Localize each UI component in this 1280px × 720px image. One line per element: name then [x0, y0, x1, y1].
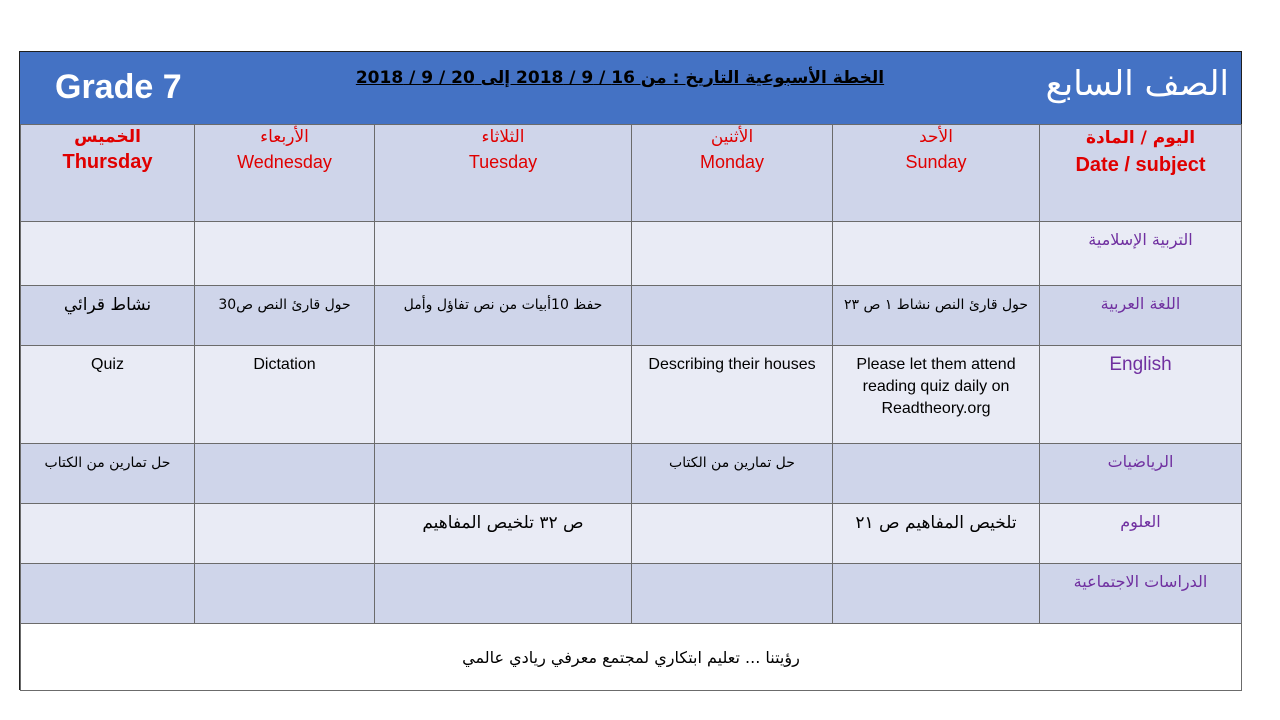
subject-label: الدراسات الاجتماعية: [1040, 564, 1242, 624]
vision-statement: رؤيتنا ... تعليم ابتكاري لمجتمع معرفي ريادي عالمي: [462, 648, 800, 667]
plan-title: الخطة الأسبوعية التاريخ : من 16 / 9 / 2018 إلى 20 / 9 / 2018: [355, 68, 885, 88]
day-label-ar: الأحد: [919, 127, 953, 147]
cell-monday: [632, 222, 833, 286]
cell-thursday: [21, 222, 195, 286]
day-header-thursday: [21, 125, 195, 222]
cell-tuesday: ص ٣٢ تلخيص المفاهيم: [375, 504, 632, 564]
cell-sunday: [833, 222, 1040, 286]
day-label-en: Wednesday: [237, 152, 332, 172]
day-label-ar: الخميس: [74, 127, 141, 147]
day-header-monday: [632, 125, 833, 222]
cell-wednesday: Dictation: [195, 346, 375, 444]
row-social-studies: [21, 564, 1242, 624]
header-row: [21, 125, 1242, 222]
subject-header-en: Date / subject: [1075, 154, 1206, 176]
cell-wednesday: حول قارئ النص ص30: [195, 286, 375, 346]
cell-sunday: [833, 564, 1040, 624]
cell-sunday: حول قارئ النص نشاط ١ ص ٢٣: [833, 286, 1040, 346]
subject-header-ar: اليوم / المادة: [1085, 128, 1196, 148]
cell-thursday: Quiz: [21, 346, 195, 444]
cell-monday: [632, 504, 833, 564]
cell-monday: حل تمارين من الكتاب: [632, 444, 833, 504]
cell-tuesday: [375, 222, 632, 286]
cell-thursday: [21, 504, 195, 564]
subject-header: [1040, 125, 1242, 222]
row-islamic: [21, 222, 1242, 286]
cell-thursday: [21, 564, 195, 624]
cell-wednesday: [195, 222, 375, 286]
title-banner: [20, 52, 1241, 125]
row-math: [21, 444, 1242, 504]
footer-cell: [21, 624, 1242, 691]
day-label-en: Monday: [699, 152, 765, 172]
day-label-en: Thursday: [62, 151, 153, 173]
cell-wednesday: [195, 444, 375, 504]
subject-label: اللغة العربية: [1040, 286, 1242, 346]
subject-label: English: [1040, 346, 1242, 444]
day-header-tuesday: [375, 125, 632, 222]
cell-sunday: Please let them attend reading quiz daily on Readtheory.org: [833, 346, 1040, 444]
cell-tuesday: [375, 346, 632, 444]
cell-monday: [632, 564, 833, 624]
subject-label: العلوم: [1040, 504, 1242, 564]
cell-wednesday: [195, 564, 375, 624]
day-label-ar: الأربعاء: [260, 127, 309, 147]
day-label-en: Tuesday: [468, 152, 538, 172]
subject-label: الرياضيات: [1040, 444, 1242, 504]
cell-thursday: حل تمارين من الكتاب: [21, 444, 195, 504]
cell-sunday: [833, 444, 1040, 504]
row-science: [21, 504, 1242, 564]
day-header-sunday: [833, 125, 1040, 222]
cell-tuesday: حفظ 10أبيات من نص تفاؤل وأمل: [375, 286, 632, 346]
schedule-table: [20, 124, 1242, 691]
cell-tuesday: [375, 564, 632, 624]
grade-label-en: Grade 7: [55, 68, 182, 106]
weekly-plan: [19, 51, 1242, 690]
day-label-ar: الثلاثاء: [481, 127, 525, 147]
cell-monday: Describing their houses: [632, 346, 833, 444]
cell-monday: [632, 286, 833, 346]
subject-label: التربية الإسلامية: [1040, 222, 1242, 286]
day-label-en: Sunday: [905, 152, 967, 172]
cell-thursday: نشاط قرائي: [21, 286, 195, 346]
cell-sunday: تلخيص المفاهيم ص ٢١: [833, 504, 1040, 564]
row-english: [21, 346, 1242, 444]
day-label-ar: الأثنين: [710, 127, 754, 147]
cell-wednesday: [195, 504, 375, 564]
day-header-wednesday: [195, 125, 375, 222]
cell-tuesday: [375, 444, 632, 504]
footer-row: [21, 624, 1242, 691]
row-arabic: [21, 286, 1242, 346]
grade-label-ar: الصف السابع: [1045, 64, 1229, 104]
